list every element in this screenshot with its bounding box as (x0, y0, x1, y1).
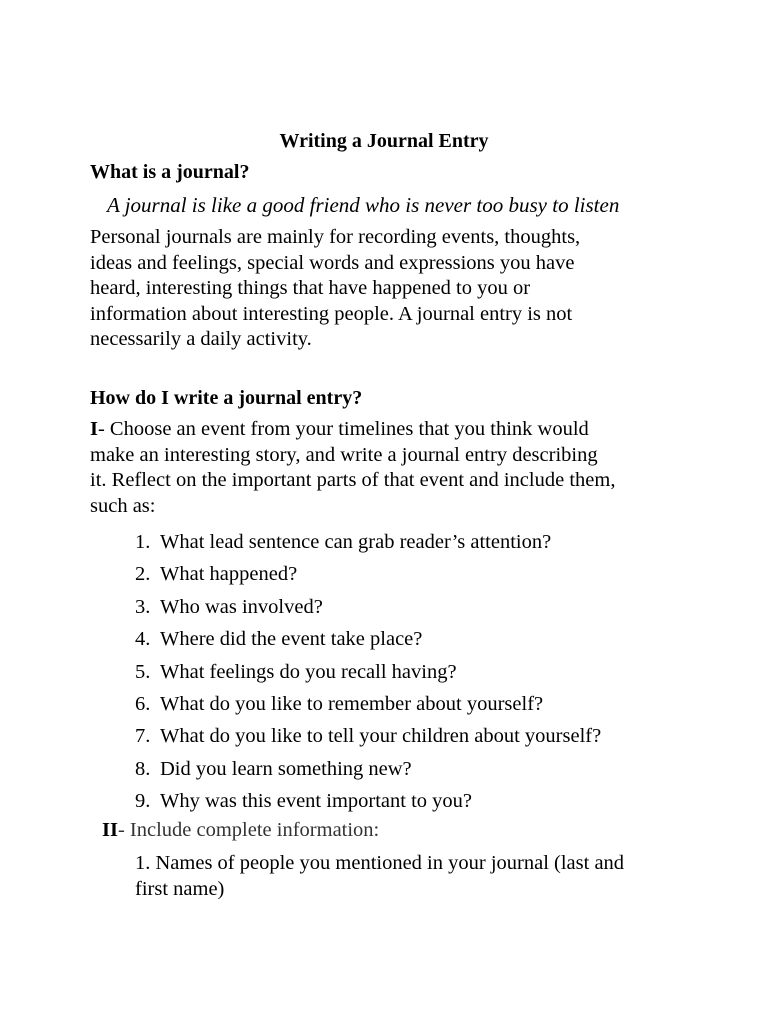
paragraph-line: Personal journals are mainly for recording events, thoughts, (90, 226, 581, 248)
list-item: 6. What do you like to remember about yourself? (135, 693, 544, 716)
document-title: Writing a Journal Entry (279, 130, 489, 152)
list-item: 1. What lead sentence can grab reader’s attention? (135, 531, 552, 553)
paragraph-line: information about interesting people. A journal entry is not (90, 302, 573, 325)
list-item: 9. Why was this event important to you? (135, 790, 472, 813)
paragraph-line: ideas and feelings, special words and expressions you have (90, 251, 575, 274)
paragraph-line: heard, interesting things that have happened to you or (90, 277, 531, 299)
part2-list-item (135, 850, 695, 902)
list-item: 4. Where did the event take place? (135, 628, 423, 651)
part1-paragraph (90, 417, 690, 519)
part2-heading (102, 817, 379, 843)
list-item: 3. Who was involved? (135, 595, 323, 618)
part2-label: - Include complete information: (117, 819, 380, 841)
paragraph-line: necessarily a daily activity. (90, 328, 312, 350)
journal-quote: A journal is like a good friend who is never too busy to listen (107, 193, 620, 217)
list-item: 5. What feelings do you recall having? (135, 660, 457, 683)
part1-first-line-text: - Choose an event from your timelines that you think would (97, 418, 589, 440)
paragraph-line: it. Reflect on the important parts of that event and include them, (90, 469, 616, 491)
question-list (135, 526, 601, 818)
paragraph-line: make an interesting story, and write a journal entry describing (90, 443, 598, 466)
part2-item-line1: 1. Names of people you mentioned in your journal (last and (135, 852, 625, 874)
part1-first-line (90, 417, 690, 443)
part2-item-line2: first name) (135, 878, 225, 900)
heading-what-is-journal: What is a journal? (90, 161, 250, 183)
part1-numeral: I (90, 418, 98, 440)
intro-paragraph (90, 225, 690, 353)
part2-numeral: II (102, 819, 118, 841)
list-item: 7. What do you like to tell your children about yourself? (135, 725, 602, 748)
heading-how-to-write: How do I write a journal entry? (90, 387, 363, 409)
list-item: 2. What happened? (135, 563, 298, 586)
paragraph-line: such as: (90, 494, 156, 517)
list-item: 8. Did you learn something new? (135, 757, 412, 780)
